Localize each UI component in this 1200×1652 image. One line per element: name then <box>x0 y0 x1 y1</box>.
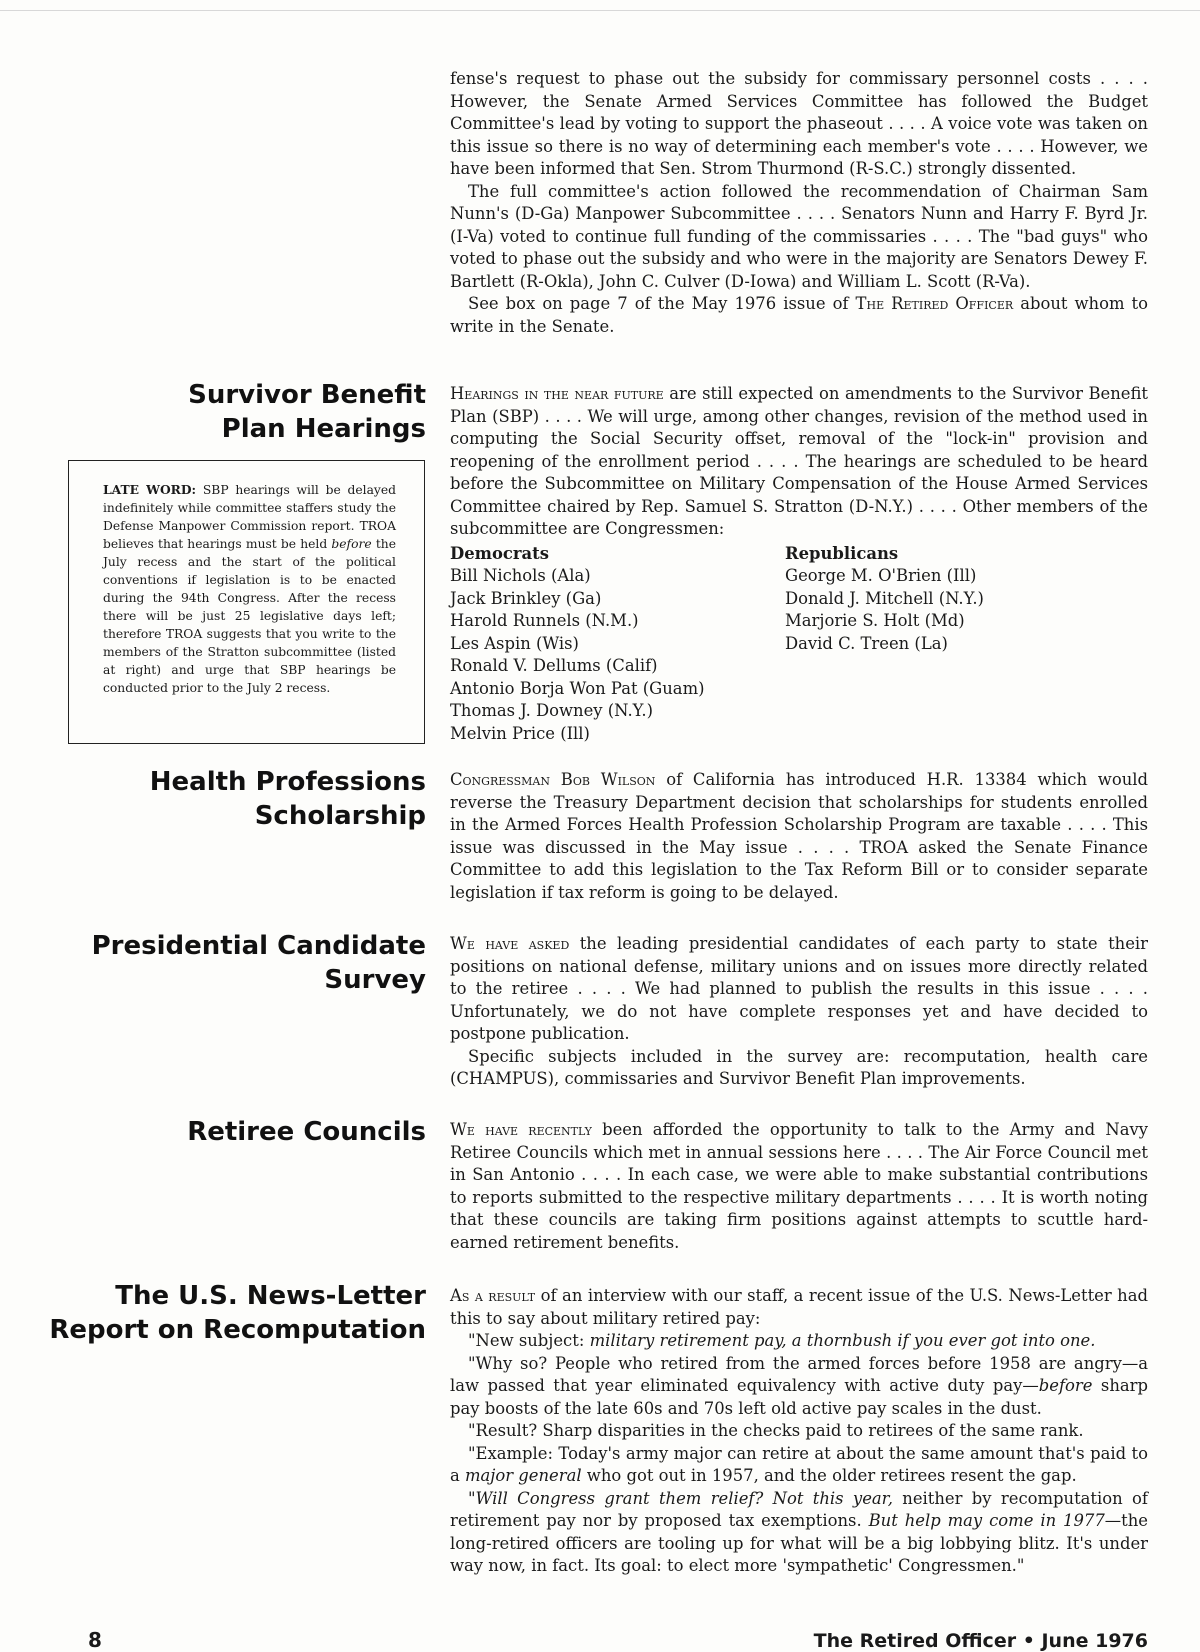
list-item: Thomas J. Downey (N.Y.) <box>450 701 653 720</box>
sbp-column <box>450 383 1148 745</box>
list-item: David C. Treen (La) <box>785 633 948 653</box>
news-quote-3: "Result? Sharp disparities in the checks paid to retirees of the same rank. <box>468 1421 1084 1440</box>
page-top-rule <box>0 10 1200 11</box>
news-quote-4: "Example: Today's army major can retire at about the same amount that's paid to a major general who got out in 1957, and the older retirees resent the gap. <box>450 1443 1148 1485</box>
list-item: Les Aspin (Wis) <box>450 633 579 653</box>
survey-paragraph-1: We have asked the leading presidential candidates of each party to state their positions on national defense, military unions and on issues more directly related to the retiree . . . . We had planned to publish the results in this issue . . . . Unfortunately, we do not have complete responses yet and have decided to postpone publication. <box>450 934 1148 1043</box>
survey-paragraph-2: Specific subjects included in the survey are: recomputation, health care (CHAMPUS), commissaries and Survivor Benefit Plan improvements. <box>450 1046 1148 1088</box>
councils-paragraph: We have recently been afforded the opportunity to talk to the Army and Navy Retiree Councils which met in annual sessions here . . . . The Air Force Council met in San Antonio . . . . In each case, we were able to make substantial contributions to reports submitted to the respective military departments . . . . It is worth noting that these councils are taking firm positions against attempts to scuttle hard-earned retirement benefits. <box>450 1120 1148 1252</box>
news-quote-5: "Will Congress grant them relief? Not this year, neither by recomputation of retirement pay nor by proposed tax exemptions. But help may come in 1977—the long-retired officers are tooling up for what will be a big lobbying blitz. It's under way now, in fact. Its goal: to elect more 'sympathetic' Congressmen." <box>450 1488 1148 1575</box>
list-item: Bill Nichols (Ala) <box>450 566 591 585</box>
late-word-label: LATE WORD: <box>103 482 197 497</box>
councils-heading: Retiree Councils <box>187 1117 426 1147</box>
news-heading: The U.S. News-Letter Report on Recomputation <box>49 1281 426 1345</box>
footer-magazine: The Retired Officer <box>813 1630 1017 1652</box>
democrats-list <box>450 543 785 746</box>
republicans-header: Republicans <box>785 543 899 563</box>
footer-bullet: • <box>1022 1630 1035 1652</box>
page-number: 8 <box>88 1628 102 1652</box>
councils-column <box>450 1119 1148 1254</box>
list-item: George M. O'Brien (Ill) <box>785 566 977 585</box>
list-item: Marjorie S. Holt (Md) <box>785 611 965 630</box>
sbp-paragraph: Hearings in the near future are still expected on amendments to the Survivor Benefit Plan (SBP) . . . . We will urge, among other changes, revision of the method used in computing the Social Security offset, removal of the "lock-in" provision and reopening of the enrollment period . . . . The hearings are scheduled to be heard before the Subcommittee on Military Compensation of the House Armed Services Committee chaired by Rep. Samuel S. Stratton (D-N.Y.) . . . . Other members of the subcommittee are Congressmen: <box>450 384 1148 538</box>
list-item: Donald J. Mitchell (N.Y.) <box>785 588 984 608</box>
list-item: Ronald V. Dellums (Calif) <box>450 656 658 675</box>
news-column <box>450 1285 1148 1578</box>
health-heading: Health Professions Scholarship <box>149 767 426 831</box>
list-item: Jack Brinkley (Ga) <box>450 588 602 608</box>
news-quote-1: "New subject: military retirement pay, a thornbush if you ever got into one. <box>468 1331 1096 1350</box>
health-column <box>450 769 1148 904</box>
intro-column <box>450 68 1148 338</box>
intro-paragraph-2: The full committee's action followed the recommendation of Chairman Sam Nunn's (D-Ga) Manpower Subcommittee . . . . Senators Nunn and Harry F. Byrd Jr. (I-Va) voted to continue full funding of the commissaries . . . . The "bad guys" who voted to phase out the subsidy and who were in the majority are Senators Dewey F. Bartlett (R-Okla), John C. Culver (D-Iowa) and William L. Scott (R-Va). <box>450 181 1148 291</box>
magazine-name: The Retired Officer <box>855 294 1014 313</box>
intro-paragraph-3: See box on page 7 of the May 1976 issue of The Retired Officer about whom to write in the Senate. <box>450 294 1149 336</box>
sbp-heading: Survivor Benefit Plan Hearings <box>188 380 426 444</box>
intro-paragraph-1: fense's request to phase out the subsidy for commissary personnel costs . . . . However, the Senate Armed Services Committee has followed the Budget Committee's lead by voting to support the phaseout . . . . A voice vote was taken on this issue so there is no way of determining each member's vote . . . . However, we have been informed that Sen. Strom Thurmond (R-S.C.) strongly dissented. <box>450 69 1148 178</box>
news-paragraph-intro: As a result of an interview with our staff, a recent issue of the U.S. News-Letter had this to say about military retired pay: <box>450 1286 1148 1328</box>
health-paragraph: Congressman Bob Wilson of California has introduced H.R. 13384 which would reverse the Treasury Department decision that scholarships for students enrolled in the Armed Forces Health Profession Scholarship Program are taxable . . . . This issue was discussed in the May issue . . . . TROA asked the Senate Finance Committee to add this legislation to the Tax Reform Bill or to consider separate legislation if tax reform is going to be delayed. <box>450 770 1148 902</box>
list-item: Harold Runnels (N.M.) <box>450 611 639 630</box>
subcommittee-lists <box>450 543 1148 746</box>
late-word-box: LATE WORD: SBP hearings will be delayed indefinitely while committee staffers study the Defense Manpower Commission report. TROA believes that hearings must be held before the July recess and the start of the political conventions if legislation is to be enacted during the 94th Congress. After the recess there will be just 25 legislative days left; therefore TROA suggests that you write to the members of the Stratton subcommittee (listed at right) and urge that SBP hearings be conducted prior to the July 2 recess. <box>68 460 425 744</box>
republicans-list <box>785 543 1085 746</box>
footer-title <box>814 1630 1148 1652</box>
news-quote-2: "Why so? People who retired from the armed forces before 1958 are angry—a law passed that year eliminated equivalency with active duty pay—before sharp pay boosts of the late 60s and 70s left old active pay scales in the dust. <box>450 1353 1148 1418</box>
list-item: Antonio Borja Won Pat (Guam) <box>450 678 705 698</box>
footer-date: June 1976 <box>1041 1630 1148 1652</box>
list-item: Melvin Price (Ill) <box>450 723 590 743</box>
democrats-header: Democrats <box>450 543 549 563</box>
survey-column <box>450 933 1148 1091</box>
survey-heading: Presidential Candidate Survey <box>91 931 426 995</box>
